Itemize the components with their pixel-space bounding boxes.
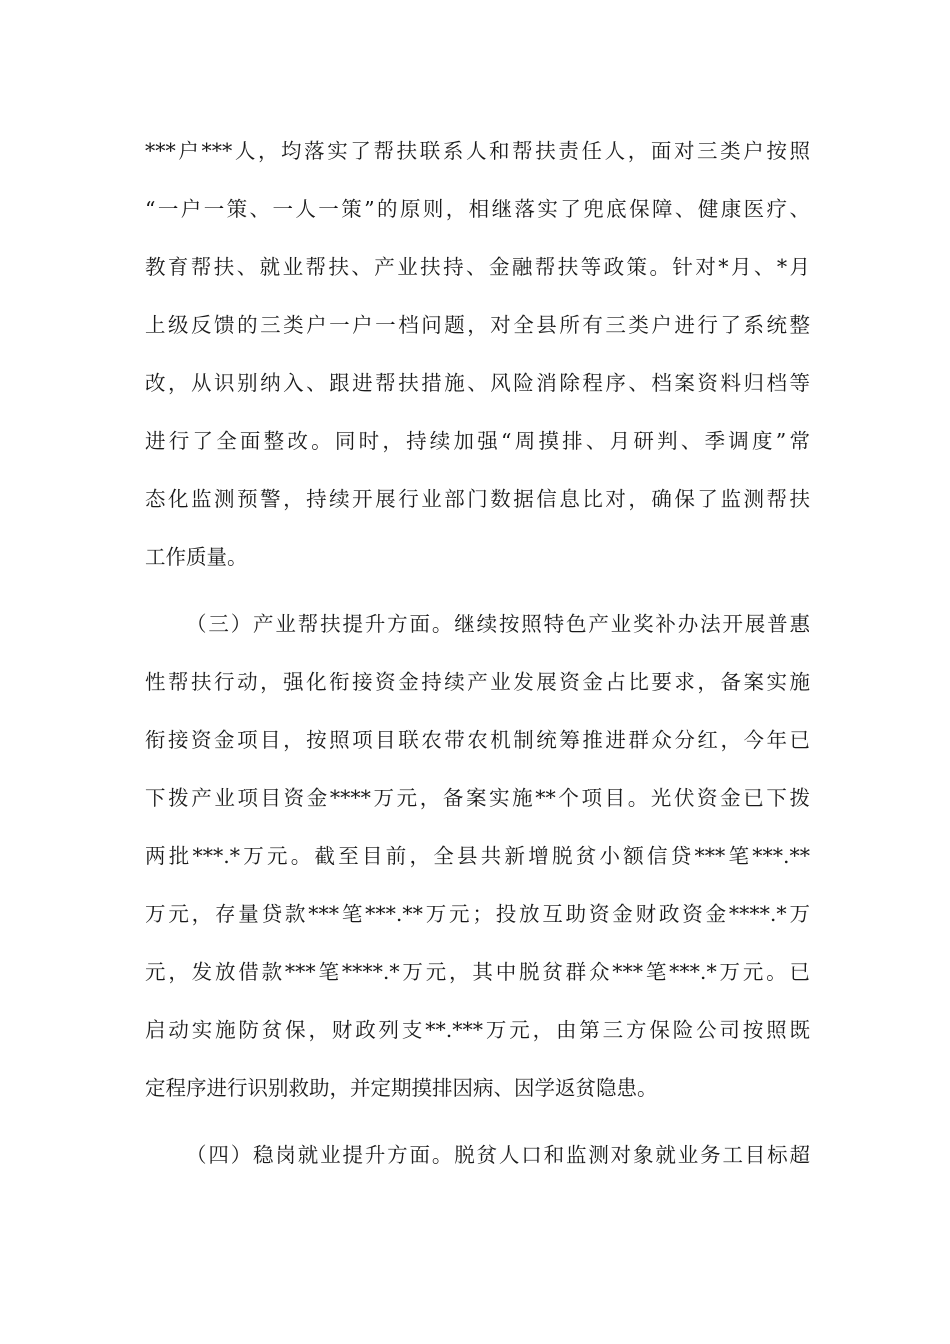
- text-line: 上级反馈的三类户一户一档问题，对全县所有三类户进行了系统整: [145, 313, 810, 337]
- text-line: 态化监测预警，持续开展行业部门数据信息比对，确保了监测帮扶: [145, 487, 810, 511]
- text-line: 启动实施防贫保，财政列支**.***万元，由第三方保险公司按照既: [145, 1018, 810, 1042]
- text-line: 万元，存量贷款***笔***.**万元；投放互助资金财政资金****.*万: [145, 902, 810, 926]
- section-heading-line: （四）稳岗就业提升方面。脱贫人口和监测对象就业务工目标超: [186, 1143, 810, 1167]
- section-heading-line: （三）产业帮扶提升方面。继续按照特色产业奖补办法开展普惠: [186, 612, 810, 636]
- text-line: 元，发放借款***笔****.*万元，其中脱贫群众***笔***.*万元。已: [145, 960, 810, 984]
- text-line: 下拨产业项目资金****万元，备案实施**个项目。光伏资金已下拨: [145, 786, 810, 810]
- text-line: 进行了全面整改。同时，持续加强“周摸排、月研判、季调度”常: [145, 429, 810, 453]
- text-line: 工作质量。: [145, 545, 248, 569]
- text-line: 性帮扶行动，强化衔接资金持续产业发展资金占比要求，备案实施: [145, 670, 810, 694]
- text-line: “一户一策、一人一策”的原则，相继落实了兜底保障、健康医疗、: [145, 197, 810, 221]
- text-line: 改，从识别纳入、跟进帮扶措施、风险消除程序、档案资料归档等: [145, 371, 810, 395]
- text-line: ***户***人，均落实了帮扶联系人和帮扶责任人，面对三类户按照: [145, 139, 810, 163]
- text-line: 教育帮扶、就业帮扶、产业扶持、金融帮扶等政策。针对*月、*月: [145, 255, 810, 279]
- text-line: 衔接资金项目，按照项目联农带农机制统筹推进群众分红，今年已: [145, 728, 810, 752]
- text-line: 定程序进行识别救助，并定期摸排因病、因学返贫隐患。: [145, 1076, 658, 1100]
- text-line: 两批***.*万元。截至目前，全县共新增脱贫小额信贷***笔***.**: [145, 844, 810, 868]
